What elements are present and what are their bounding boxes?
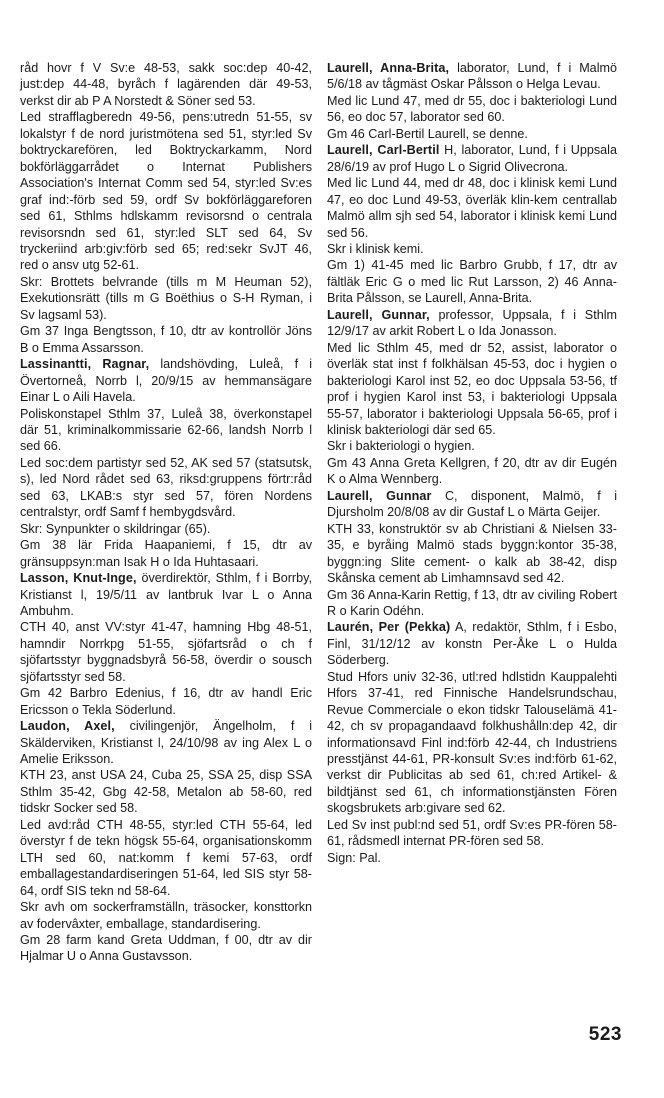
entry-name: Laurén, Per (Pekka) xyxy=(327,620,451,635)
entry-name: Laurell, Carl-Bertil xyxy=(327,143,440,158)
entry-text: Gm 46 Carl-Bertil Laurell, se denne. xyxy=(327,126,528,141)
biography-paragraph xyxy=(20,619,312,685)
entry-text: CTH 40, anst VV:styr 41-47, hamning Hbg 48-51, hamndir Norrkpg 51-55, sjöfartsråd o ch f sjöfartsstyr byggnadsbyrå 56-58, överdir o sousch sjöfartsstyr sed 58. xyxy=(20,620,312,684)
entry-text: Med lic Lund 44, med dr 48, doc i klinisk kemi Lund 47, eo doc Lund 49-53, överläk klin-kem centrallab Malmö allm sjh sed 54, laborator i klinisk kemi Lund sed 56. xyxy=(327,176,617,240)
entry-text: Gm 42 Barbro Edenius, f 16, dtr av handl Eric Ericsson o Tekla Söderlund. xyxy=(20,686,312,717)
biography-entry xyxy=(20,570,312,619)
biography-paragraph xyxy=(20,685,312,718)
biography-paragraph xyxy=(327,93,617,126)
entry-text: Skr i bakteriologi o hygien. xyxy=(327,439,475,454)
entry-text: Gm 43 Anna Greta Kellgren, f 20, dtr av dir Eugén K o Alma Wennberg. xyxy=(327,455,617,487)
entry-text: Poliskonstapel Sthlm 37, Luleå 38, överkonstapel där 51, kriminalkommissarie 62-66, landsh Norrb l sed 66. xyxy=(20,406,312,454)
biography-paragraph xyxy=(20,274,312,323)
biography-entry xyxy=(20,718,312,767)
biography-entry xyxy=(327,619,617,668)
entry-text: KTH 23, anst USA 24, Cuba 25, SSA 25, disp SSA Sthlm 35-42, Gbg 42-58, Metalon ab 58-60, red tidskr Socker sed 58. xyxy=(20,768,312,816)
entry-name: Lassinantti, xyxy=(20,357,92,372)
biography-paragraph xyxy=(20,767,312,816)
biography-paragraph xyxy=(20,932,312,965)
right-column xyxy=(327,60,617,866)
biography-paragraph xyxy=(20,455,312,521)
entry-text: professor, Uppsala, f i Sthlm 12/9/17 av arkit Robert L o Ida Jonasson. xyxy=(327,307,617,339)
entry-text: Led strafflagberedn 49-56, pens:utredn 51-55, sv lokalstyr f de nord juristmötena sed 51, styr:led Sv boktryckarefören, led Boktryckarkamm, Nord bokförläggarrådet o Internat Publishers Association's Internat Comm sed 54, styr:led Sv:es graf ind:-förb sed 59, ordf Sv bokförläggareforen sed 61, Sthlms hdlskamm revisorsnd o centrala revisorsndn sed 61, styr:led SLT sed 64, Sv tryckeriind arb:giv:förb sed 65; red:sekr SvJT 46, red o ansv utg 52-61. xyxy=(20,110,312,273)
entry-text: laborator, Lund, f i Malmö 5/6/18 av tågmäst Oskar Pålsson o Helga Levau. xyxy=(327,61,617,92)
entry-text: Led soc:dem partistyr sed 52, AK sed 57 (statsutsk, s), led Nord rådet sed 63, riksd:gruppens förtr:råd sed 63, LKAB:s styr sed 57, fören Nordens centralstyr, ordf Samf f hembygdsvård. xyxy=(20,455,312,520)
page-number: 523 xyxy=(588,1024,622,1045)
biography-paragraph xyxy=(327,257,617,306)
entry-text: KTH 33, konstruktör sv ab Christiani & Nielsen 33-35, e byråing Malmö stads byggn:kontor 35-38, byggn:ing Slite cement- o kalk ab 38-42, disp Skånska cement ab Limhamnsavd sed 42. xyxy=(327,521,617,586)
biography-paragraph xyxy=(20,521,312,537)
entry-text: Gm 28 farm kand Greta Uddman, f 00, dtr av dir Hjalmar U o Anna Gustavsson. xyxy=(20,933,312,964)
entry-name: Laurell, Gunnar xyxy=(327,488,432,503)
left-column xyxy=(20,60,312,965)
entry-text: A, redaktör, Sthlm, f i Esbo, Finl, 31/12/12 av konstn Per-Åke L o Hulda Söderberg. xyxy=(327,620,617,668)
biography-paragraph xyxy=(327,850,617,866)
entry-text: Gm 38 lär Frida Haapaniemi, f 15, dtr av gränsuppsyn:man Isak H o Ida Huhtasaari. xyxy=(20,538,312,569)
entry-text: Skr: Synpunkter o skildringar (65). xyxy=(20,521,211,536)
entry-text: Led Sv inst publ:nd sed 51, ordf Sv:es PR-fören 58-61, rådsmedl internat PR-fören sed 58. xyxy=(327,817,617,849)
biography-entry xyxy=(327,488,617,521)
entry-name: Laudon, Axel, xyxy=(20,719,115,734)
biography-paragraph xyxy=(327,340,617,439)
biography-entry xyxy=(327,142,617,175)
entry-text: C, disponent, Malmö, f i Djursholm 20/8/08 av dir Gustaf L o Märta Geijer. xyxy=(327,488,617,520)
biography-paragraph xyxy=(327,175,617,241)
biography-paragraph xyxy=(327,455,617,488)
entry-name: Lasson, Knut-Inge, xyxy=(20,571,137,586)
entry-text: Gm 37 Inga Bengtsson, f 10, dtr av kontrollör Jöns B o Emma Assarsson. xyxy=(20,324,312,355)
biography-paragraph xyxy=(20,109,312,274)
entry-text: landshövding, Luleå, f i Övertorneå, Norrb l, 20/9/15 av hemmansägare Einar L o Aili Havela. xyxy=(20,357,313,405)
entry-text: Sign: Pal. xyxy=(327,850,381,865)
entry-text: Gm 1) 41-45 med lic Barbro Grubb, f 17, dtr av fältläk Eric G o med lic Rut Larsson, 2) 46 Anna-Brita Pålsson, se Laurell, Anna-Brita. xyxy=(327,258,617,306)
biography-paragraph xyxy=(20,899,312,932)
biography-entry xyxy=(20,356,312,405)
entry-text: H, laborator, Lund, f i Uppsala 28/6/19 av prof Hugo L o Sigrid Olivecrona. xyxy=(327,143,617,174)
entry-text: Led avd:råd CTH 48-55, styr:led CTH 55-64, led överstyr f de tekn högsk 55-64, organisationskomm LTH sed 60, nat:komm f kemi 57-63, ordf emballagestandardiseringen 51-64, led SIS styr 58-64, ordf SIS tekn nd 58-64. xyxy=(20,817,312,898)
biography-paragraph xyxy=(20,817,312,899)
biography-paragraph xyxy=(20,60,312,109)
biography-paragraph xyxy=(327,241,617,257)
biography-entry xyxy=(327,60,617,93)
entry-text: Skr i klinisk kemi. xyxy=(327,241,424,256)
entry-text: Skr avh om sockerframställn, träsocker, konsttorkn av fodervâxter, emballage, standardisering. xyxy=(20,900,312,931)
entry-text: civilingenjör, Ängelholm, f i Skälderviken, Kristianst l, 24/10/98 av ing Alex L o Amelie Eriksson. xyxy=(20,719,312,767)
biography-paragraph xyxy=(327,521,617,587)
biography-entry xyxy=(327,307,617,340)
entry-text: råd hovr f V Sv:e 48-53, sakk soc:dep 40-42, just:dep 44-48, byråch f lagärenden där 49-53, verkst dir ab P A Norstedt & Söner sed 53. xyxy=(20,61,312,108)
entry-text: Skr: Brottets belvrande (tills m M Heuman 52), Exekutionsrätt (tills m G Boëthius o S-H Ryman, i Sv lagsaml 53). xyxy=(20,274,312,322)
biography-paragraph xyxy=(20,537,312,570)
entry-text: Gm 36 Anna-Karin Rettig, f 13, dtr av civiling Robert R o Karin Odéhn. xyxy=(327,587,617,618)
entry-text: överdirektör, Sthlm, f i Borrby, Kristianst l, 19/5/11 av lantbruk Ivar L o Anna Ambuhm. xyxy=(20,571,312,618)
entry-text: Stud Hfors univ 32-36, utl:red hdlstidn Kauppalehti Hfors 37-41, red Finnische Handelsrundschau, Revue Commerciale o ekon tidskr Talouselämä 41-42, ch sv propagandaavd folkhushålln:dep 42, dir informationsavd Finl ind:förb 42-44, ch Industriens presstjänst 44-61, PR-konsult Sv:es ind:förb 61-62, verkst dir Publicitas ab sed 61, ch:red Artikel- & bildtjänst sed 61, ch informationstjänsten Fören skogsbrukets arb:givare sed 62. xyxy=(327,669,617,816)
biography-paragraph xyxy=(327,126,617,142)
biography-paragraph xyxy=(327,587,617,620)
biography-paragraph xyxy=(327,669,617,817)
biography-paragraph xyxy=(20,406,312,455)
entry-name: Laurell, Gunnar, xyxy=(327,307,430,322)
entry-name: Laurell, Anna-Brita, xyxy=(327,61,450,75)
entry-given-name: Ragnar, xyxy=(102,357,150,372)
biography-paragraph xyxy=(327,817,617,850)
biography-paragraph xyxy=(327,438,617,454)
entry-text: Med lic Lund 47, med dr 55, doc i bakteriologi Lund 56, eo doc 57, laborator sed 60. xyxy=(327,93,617,125)
entry-text: Med lic Sthlm 45, med dr 52, assist, laborator o överläk stat inst f folkhälsan 45-53, doc i hygien o bakteriologi Karol inst 52, eo doc Uppsala 53-56, tf prof i hygien Karol inst 53, i bakteriologi Uppsala 55-57, laborator i bakteriologi Uppsala 56-65, prof i klinisk bakteriologi där sed 65. xyxy=(327,340,617,437)
biography-paragraph xyxy=(20,323,312,356)
